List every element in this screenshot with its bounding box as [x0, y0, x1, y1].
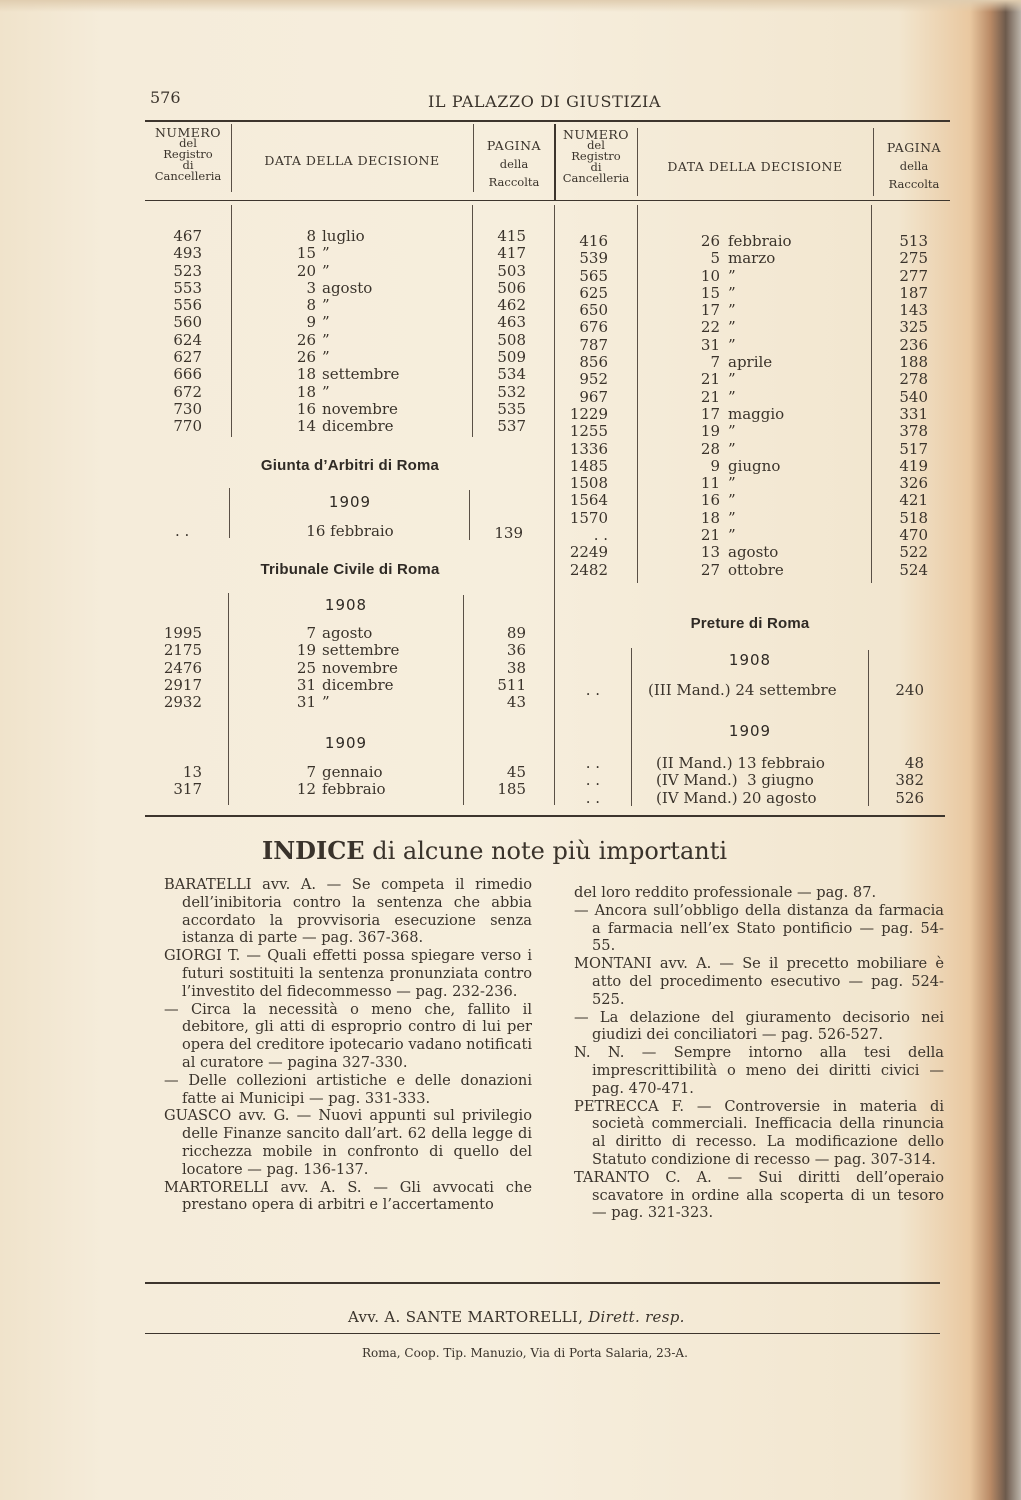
- index-right-column: [574, 884, 944, 1222]
- registry-number: 856: [579, 353, 608, 372]
- decision-day: 12: [296, 780, 316, 799]
- table-row: [0, 268, 960, 285]
- header-text: Raccolta: [488, 175, 540, 189]
- page-ref: 48: [904, 754, 924, 772]
- page-ref: 240: [895, 681, 924, 699]
- header-text: NUMERO: [154, 125, 222, 140]
- index-entry: PETRECCA F. — Controversie in materia di società commerciali. Inefficacia della rinuncia al diritto di recesso. La modificazione dello Statuto condizione di recesso — pag. 307-314.: [574, 1097, 944, 1168]
- table-row: [0, 233, 960, 250]
- decision-month: maggio: [728, 404, 785, 423]
- index-entry: MONTANI avv. A. — Se il precetto mobiliare è atto del procedimento esecutivo — pag. 524-525.: [574, 955, 944, 1008]
- footer-top-rule: [145, 1282, 940, 1284]
- header-text: NUMERO: [562, 127, 630, 142]
- decision-month: agosto: [728, 543, 779, 562]
- decision-month: ”: [728, 526, 736, 545]
- decision-day: 18: [700, 508, 720, 527]
- decision-month: ”: [728, 491, 736, 510]
- decision-day: 7: [306, 624, 316, 642]
- registry-number: . .: [175, 522, 190, 540]
- decision-day: 14: [296, 417, 316, 436]
- section-title-giunta: Giunta d’Arbitri di Roma: [260, 457, 440, 474]
- table-row: [0, 492, 960, 509]
- index-entry: MARTORELLI avv. A. S. — Gli avvocati che prestano opera di arbitri e l’accertamento: [164, 1178, 532, 1214]
- index-entry: BARATELLI avv. A. — Se competa il rimedio dell’inibitoria contro la sentenza che abbia accordato la provvisoria esecuzione senza istanza di parte — pag. 367-368.: [164, 876, 532, 947]
- right-rows-1909: [0, 755, 960, 807]
- decision-date: (IV Mand.) 20 agosto: [656, 788, 817, 807]
- table-row: [0, 423, 960, 440]
- header-text: Cancelleria: [154, 169, 222, 183]
- index-entry: N. N. — Sempre intorno alla tesi della imprescrittibilità o meno dei diritti civici — pag. 470-471.: [574, 1044, 944, 1097]
- registry-number: 13: [182, 763, 202, 781]
- registry-number: 967: [579, 387, 608, 406]
- index-title: [262, 836, 822, 865]
- decision-month: giugno: [728, 456, 781, 475]
- header-text: Registro: [571, 149, 621, 163]
- year-heading: 1908: [728, 651, 772, 669]
- decision-month: novembre: [322, 399, 398, 418]
- decision-day: 26: [296, 330, 316, 349]
- table-row: [0, 458, 960, 475]
- page-ref: 43: [506, 693, 526, 712]
- table-row: [0, 772, 960, 789]
- left-header-pagina: [474, 137, 554, 191]
- header-text: del: [179, 136, 197, 150]
- registry-number: 666: [173, 365, 202, 384]
- page-ref: 419: [899, 456, 928, 475]
- registry-number: 539: [579, 249, 608, 268]
- decision-day: 7: [306, 763, 316, 781]
- page-ref: 511: [497, 675, 526, 694]
- decision-day: 16: [296, 399, 316, 418]
- page-ref: 526: [895, 788, 924, 807]
- page-ref: 513: [899, 232, 928, 250]
- page-ref: 36: [506, 641, 526, 660]
- header-text: di: [590, 160, 602, 174]
- decision-date: 16 febbraio: [306, 522, 394, 540]
- director-name: Avv. A. SANTE MARTORELLI,: [348, 1308, 589, 1326]
- decision-day: 18: [296, 365, 316, 384]
- decision-month: ”: [322, 261, 330, 280]
- header-text: del: [587, 138, 605, 152]
- page-ref: 415: [497, 227, 526, 245]
- footer-rule: [145, 1333, 940, 1334]
- header-text: della: [899, 159, 929, 173]
- page-ref: 185: [497, 780, 526, 799]
- page-ref: 331: [899, 404, 928, 423]
- registry-number: 624: [173, 330, 202, 349]
- index-entry: — Ancora sull’obbligo della distanza da farmacia a farmacia nell’ex Stato pontificio — pag. 54-55.: [574, 901, 944, 955]
- registry-number: 1336: [569, 439, 608, 458]
- director-line: [348, 1308, 768, 1326]
- table-row: [0, 562, 960, 579]
- page-ref: 509: [497, 348, 526, 367]
- page-number: 576: [150, 88, 181, 107]
- registry-number: 787: [579, 335, 608, 354]
- page-ref: 537: [497, 417, 526, 436]
- decision-day: 28: [700, 439, 720, 458]
- table-row: [0, 337, 960, 354]
- page-ref: 506: [497, 278, 526, 297]
- registry-number: 553: [173, 278, 202, 297]
- registry-number: . .: [593, 526, 608, 545]
- decision-month: agosto: [322, 278, 373, 297]
- decision-month: aprile: [728, 353, 773, 372]
- table-row: [0, 682, 960, 699]
- header-text: di: [182, 158, 194, 172]
- registry-number: 565: [579, 266, 608, 285]
- decision-day: 13: [700, 543, 720, 562]
- table-row: [0, 660, 555, 677]
- header-text: Raccolta: [888, 177, 940, 191]
- header-text: Cancelleria: [562, 171, 630, 185]
- page-ref: 462: [497, 296, 526, 315]
- registry-number: 2932: [163, 693, 202, 712]
- registry-number: 672: [173, 382, 202, 401]
- page-ref: 524: [899, 560, 928, 579]
- decision-day: 27: [700, 560, 720, 579]
- page-ref: 278: [899, 370, 928, 389]
- decision-month: ”: [322, 330, 330, 349]
- decision-month: ”: [322, 296, 330, 315]
- registry-number: 2917: [163, 675, 202, 694]
- registry-number: 770: [173, 417, 202, 436]
- table-row: [0, 441, 960, 458]
- registry-number: 2175: [163, 641, 202, 660]
- registry-number: 730: [173, 399, 202, 418]
- page-ref: 417: [497, 244, 526, 263]
- decision-day: 21: [700, 370, 720, 389]
- table-row: [0, 354, 960, 371]
- decision-month: ”: [728, 387, 736, 406]
- registry-number: 627: [173, 348, 202, 367]
- table-row: [0, 389, 960, 406]
- registry-number: 1485: [569, 456, 608, 475]
- decision-day: 15: [700, 283, 720, 302]
- registry-number: 467: [173, 227, 202, 245]
- year-heading: 1909: [328, 493, 372, 511]
- registry-number: . .: [585, 788, 600, 807]
- registry-number: 416: [579, 232, 608, 250]
- decision-month: dicembre: [322, 675, 394, 694]
- decision-day: 8: [306, 227, 316, 245]
- decision-day: 21: [700, 526, 720, 545]
- table-row: [0, 790, 960, 807]
- header-text: PAGINA: [886, 140, 942, 155]
- table-row: [0, 302, 960, 319]
- decision-month: ”: [322, 313, 330, 332]
- page-ref: 188: [899, 353, 928, 372]
- decision-month: settembre: [322, 641, 400, 660]
- page-ref: 45: [506, 763, 526, 781]
- right-header-data: DATA DELLA DECISIONE: [667, 159, 843, 174]
- decision-month: ”: [322, 244, 330, 263]
- registry-number: 556: [173, 296, 202, 315]
- page-ref: 532: [497, 382, 526, 401]
- right-rows-1908: [0, 682, 960, 699]
- right-header-numero: [556, 129, 636, 184]
- decision-month: marzo: [728, 249, 776, 268]
- printer-line: Roma, Coop. Tip. Manuzio, Via di Porta Salaria, 23-A.: [362, 1346, 688, 1360]
- page-ref: 534: [497, 365, 526, 384]
- left-header-numero: [147, 127, 229, 182]
- right-header-pagina: [874, 139, 954, 193]
- table-row: [0, 642, 555, 659]
- page-ref: 540: [899, 387, 928, 406]
- registry-number: 523: [173, 261, 202, 280]
- decision-day: 9: [306, 313, 316, 332]
- registry-number: . .: [585, 681, 600, 699]
- left-header-data: DATA DELLA DECISIONE: [264, 153, 440, 168]
- page-ref: 143: [899, 301, 928, 320]
- decision-month: ”: [322, 693, 330, 712]
- page-ref: 470: [899, 526, 928, 545]
- registry-number: 493: [173, 244, 202, 263]
- decision-day: 3: [306, 278, 316, 297]
- table-row: [0, 319, 960, 336]
- decision-day: 7: [710, 353, 720, 372]
- decision-day: 15: [296, 244, 316, 263]
- decision-month: febbraio: [322, 780, 386, 799]
- registry-number: 1564: [569, 491, 608, 510]
- decision-day: 5: [710, 249, 720, 268]
- page-ref: 326: [899, 474, 928, 493]
- index-left-column: [164, 876, 532, 1214]
- right-rows-a: [0, 233, 960, 579]
- decision-day: 31: [296, 675, 316, 694]
- registry-number: 560: [173, 313, 202, 332]
- decision-month: luglio: [322, 227, 365, 245]
- decision-day: 21: [700, 387, 720, 406]
- page-ref: 236: [899, 335, 928, 354]
- decision-day: 20: [296, 261, 316, 280]
- decision-month: ottobre: [728, 560, 784, 579]
- decision-day: 25: [296, 658, 316, 677]
- decision-date: (IV Mand.) 3 giugno: [656, 771, 814, 790]
- decision-month: ”: [728, 283, 736, 302]
- decision-day: 9: [710, 456, 720, 475]
- page-ref: 503: [497, 261, 526, 280]
- registry-number: 676: [579, 318, 608, 337]
- page-ref: 463: [497, 313, 526, 332]
- decision-month: ”: [322, 382, 330, 401]
- table-top-rule: [145, 120, 950, 122]
- page-ref: 535: [497, 399, 526, 418]
- header-text: della: [499, 157, 529, 171]
- page-ref: 325: [899, 318, 928, 337]
- decision-month: novembre: [322, 658, 398, 677]
- decision-day: 16: [700, 491, 720, 510]
- decision-day: 19: [700, 422, 720, 441]
- decision-day: 10: [700, 266, 720, 285]
- registry-number: 1995: [163, 624, 202, 642]
- decision-day: 17: [700, 404, 720, 423]
- section-title-tribunale: Tribunale Civile di Roma: [260, 561, 440, 578]
- decision-day: 31: [700, 335, 720, 354]
- page-ref: 522: [899, 543, 928, 562]
- decision-day: 31: [296, 693, 316, 712]
- decision-month: ”: [728, 422, 736, 441]
- table-row: [0, 475, 960, 492]
- registry-number: . .: [585, 754, 600, 772]
- table-row: [0, 625, 555, 642]
- index-title-rest: di alcune note più importanti: [364, 837, 728, 865]
- page-ref: 277: [899, 266, 928, 285]
- page-ref: 275: [899, 249, 928, 268]
- decision-day: 26: [296, 348, 316, 367]
- table-row: [0, 371, 960, 388]
- journal-title: IL PALAZZO DI GIUSTIZIA: [428, 92, 662, 111]
- page-ref: 517: [899, 439, 928, 458]
- index-title-bold: INDICE: [262, 836, 365, 865]
- director-role: Dirett. resp.: [588, 1308, 685, 1326]
- registry-number: 625: [579, 283, 608, 302]
- header-text: PAGINA: [486, 138, 542, 153]
- decision-month: dicembre: [322, 417, 394, 436]
- decision-month: febbraio: [728, 232, 792, 250]
- page-ref: 508: [497, 330, 526, 349]
- index-entry: — La delazione del giuramento decisorio nei giudizi dei conciliatori — pag. 526-527.: [574, 1008, 944, 1044]
- decision-day: 19: [296, 641, 316, 660]
- registry-number: 650: [579, 301, 608, 320]
- decision-month: ”: [728, 370, 736, 389]
- decision-date: (II Mand.) 13 febbraio: [656, 754, 825, 772]
- decision-month: ”: [728, 508, 736, 527]
- page-top-shadow: [0, 0, 1021, 12]
- decision-month: ”: [728, 474, 736, 493]
- decision-day: 17: [700, 301, 720, 320]
- header-text: Registro: [163, 147, 213, 161]
- index-entry: GIORGI T. — Quali effetti possa spiegare verso i futuri sostituiti la sentenza pronunziata contro l’investito del fidecommesso — pag. 232-236.: [164, 947, 532, 1000]
- decision-month: ”: [728, 439, 736, 458]
- year-heading: 1909: [728, 722, 772, 740]
- table-header-rule: [145, 200, 950, 201]
- registry-number: 317: [173, 780, 202, 799]
- decision-day: 18: [296, 382, 316, 401]
- table-row: [0, 527, 960, 544]
- page-ref: 421: [899, 491, 928, 510]
- table-row: [0, 755, 960, 772]
- decision-day: 22: [700, 318, 720, 337]
- registry-number: 1229: [569, 404, 608, 423]
- table-row: [0, 544, 960, 561]
- decision-month: ”: [728, 335, 736, 354]
- page-ref: 89: [506, 624, 526, 642]
- page-ref: 378: [899, 422, 928, 441]
- page-ref: 187: [899, 283, 928, 302]
- index-entry: TARANTO C. A. — Sui diritti dell’operaio scavatore in ordine alla scoperta di un tesoro — pag. 321-323.: [574, 1168, 944, 1222]
- page-ref: 38: [506, 658, 526, 677]
- year-heading: 1909: [324, 734, 368, 752]
- year-heading: 1908: [324, 596, 368, 614]
- section-title-preture: Preture di Roma: [690, 615, 810, 632]
- page-ref: 382: [895, 771, 924, 790]
- decision-day: 26: [700, 232, 720, 250]
- registry-number: . .: [585, 771, 600, 790]
- decision-day: 8: [306, 296, 316, 315]
- index-entry: del loro reddito professionale — pag. 87.: [574, 884, 877, 901]
- index-entry: GUASCO avv. G. — Nuovi appunti sul privilegio delle Finanze sancito dall’art. 62 della legge di ricchezza mobile in confronto di quello del locatore — pag. 136-137.: [164, 1107, 532, 1178]
- decision-month: ”: [728, 266, 736, 285]
- registry-number: 952: [579, 370, 608, 389]
- registry-number: 2249: [569, 543, 608, 562]
- registry-number: 1255: [569, 422, 608, 441]
- table-row: [0, 510, 960, 527]
- page-ref: 518: [899, 508, 928, 527]
- decision-month: gennaio: [322, 763, 383, 781]
- table-row: [0, 285, 960, 302]
- table-row: [0, 406, 960, 423]
- table-row: [0, 250, 960, 267]
- decision-month: agosto: [322, 624, 373, 642]
- decision-date: (III Mand.) 24 settembre: [648, 681, 837, 699]
- registry-number: 1570: [569, 508, 608, 527]
- index-entry: — Delle collezioni artistiche e delle donazioni fatte ai Municipi — pag. 331-333.: [164, 1071, 532, 1107]
- registry-number: 2482: [569, 560, 608, 579]
- table-bottom-rule: [145, 815, 945, 817]
- index-entry: — Circa la necessità o meno che, fallito il debitore, gli atti di esproprio contro di lui per opera del creditore ipotecario vadano notificati al curatore — pagina 327-330.: [164, 1000, 532, 1071]
- decision-month: ”: [728, 301, 736, 320]
- decision-month: ”: [322, 348, 330, 367]
- decision-day: 11: [700, 474, 720, 493]
- registry-number: 1508: [569, 474, 608, 493]
- decision-month: settembre: [322, 365, 400, 384]
- decision-month: ”: [728, 318, 736, 337]
- page-ref: 139: [494, 524, 523, 542]
- registry-number: 2476: [163, 658, 202, 677]
